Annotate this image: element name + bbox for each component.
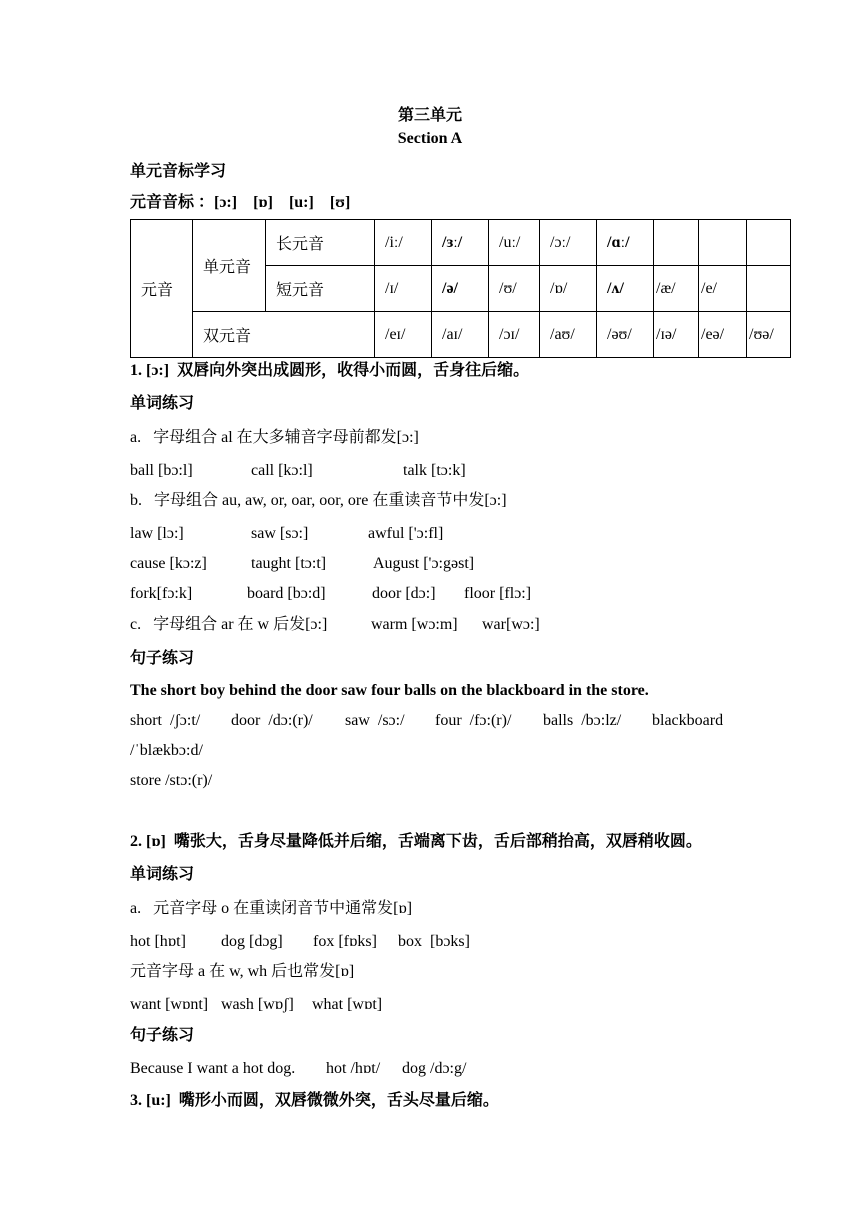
phoneme-cell: /ɪə/ <box>654 312 699 358</box>
word-practice-heading: 单词练习 <box>130 395 195 412</box>
phoneme-cell: /ɜː/ <box>432 220 489 266</box>
vowel-cell: 元音 <box>131 220 193 358</box>
sentence-practice-heading: 句子练习 <box>130 1027 195 1044</box>
phoneme-cell: /ə/ <box>432 266 489 312</box>
phoneme-cell: /uː/ <box>489 220 540 266</box>
diphthong-label: 双元音 <box>193 312 375 358</box>
phoneme-cell: /iː/ <box>375 220 432 266</box>
sentence-practice-heading: 句子练习 <box>130 650 195 667</box>
phoneme-cell: /ɒ/ <box>540 266 597 312</box>
phoneme-cell <box>747 266 791 312</box>
word-example: dog [dɔg] <box>221 933 283 950</box>
rule-a: a. 元音字母 o 在重读闭音节中通常发[ɒ] <box>130 900 413 917</box>
gloss-item: dog /dɔ:g/ <box>402 1060 467 1077</box>
page-subtitle: Section A <box>397 130 463 147</box>
word-example: board [bɔ:d] <box>247 585 326 602</box>
word-example: fox [fɒks] <box>313 933 377 950</box>
phoneme-cell: /aʊ/ <box>540 312 597 358</box>
word-example: fork[fɔ:k] <box>130 585 193 602</box>
gloss-item: hot /hɒt/ <box>326 1060 381 1077</box>
word-example: war[wɔ:] <box>482 616 540 633</box>
word-example: law [lɔ:] <box>130 525 184 542</box>
phoneme-cell: /eɪ/ <box>375 312 432 358</box>
word-example: saw [sɔ:] <box>251 525 309 542</box>
phoneme-cell <box>654 220 699 266</box>
phoneme-cell: /e/ <box>699 266 747 312</box>
rule-a2: 元音字母 a 在 w, wh 后也常发[ɒ] <box>130 963 355 980</box>
word-example: hot [hɒt] <box>130 933 186 950</box>
gloss-item: /ˈblækbɔ:d/ <box>130 742 203 759</box>
phoneme-cell <box>747 220 791 266</box>
gloss-item: blackboard <box>652 712 724 729</box>
phoneme-cell <box>699 220 747 266</box>
word-example: cause [kɔ:z] <box>130 555 207 572</box>
word-example: ball [bɔ:l] <box>130 462 193 479</box>
rule-b: b. 字母组合 au, aw, or, oar, oor, ore 在重读音节中发[ɔ:] <box>130 492 507 509</box>
section-2-heading: 2. [ɒ] 嘴张大，舌身尽量降低并后缩，舌端离下齿，舌后部稍抬高，双唇稍收圆。 <box>130 833 702 850</box>
word-example: want [wɒnt] <box>130 996 209 1013</box>
word-example: floor [flɔ:] <box>464 585 532 602</box>
gloss-item: saw /sɔ:/ <box>345 712 405 729</box>
word-example: warm [wɔ:m] <box>371 616 458 633</box>
word-example: taught [tɔ:t] <box>251 555 327 572</box>
phoneme-cell: /ɪ/ <box>375 266 432 312</box>
single-vowel-cell: 单元音 <box>193 220 266 312</box>
page-title: 第三单元 <box>397 107 462 124</box>
short-vowel-label: 短元音 <box>266 266 375 312</box>
phoneme-cell: /ɔː/ <box>540 220 597 266</box>
gloss-item: door /dɔ:(r)/ <box>231 712 313 729</box>
phoneme-cell: /eə/ <box>699 312 747 358</box>
section-1-heading: 1. [ɔ:] 双唇向外突出成圆形，收得小而圆，舌身往后缩。 <box>130 362 530 379</box>
gloss-item: short /ʃɔ:t/ <box>130 712 201 729</box>
phoneme-cell: /ʊ/ <box>489 266 540 312</box>
gloss-item: store /stɔ:(r)/ <box>130 772 213 789</box>
phoneme-cell: /æ/ <box>654 266 699 312</box>
practice-sentence: Because I want a hot dog. <box>130 1060 296 1077</box>
word-example: awful ['ɔ:fl] <box>368 525 444 542</box>
word-example: door [dɔ:] <box>372 585 436 602</box>
rule-a: a. 字母组合 al 在大多辅音字母前都发[ɔ:] <box>130 429 419 446</box>
word-practice-heading: 单词练习 <box>130 866 195 883</box>
study-heading: 单元音标学习 <box>130 163 227 180</box>
gloss-item: four /fɔ:(r)/ <box>435 712 512 729</box>
phoneme-cell: /ɑː/ <box>597 220 654 266</box>
word-example: August ['ɔ:gəst] <box>373 555 475 572</box>
long-vowel-label: 长元音 <box>266 220 375 266</box>
phonetic-table <box>130 219 791 358</box>
section-3-heading: 3. [u:] 嘴形小而圆，双唇微微外突，舌头尽量后缩。 <box>130 1092 499 1109</box>
word-example: box [bɔks] <box>398 933 470 950</box>
phoneme-cell: /ʌ/ <box>597 266 654 312</box>
rule-c: c. 字母组合 ar 在 w 后发[ɔ:] <box>130 616 328 633</box>
phoneme-cell: /ʊə/ <box>747 312 791 358</box>
practice-sentence: The short boy behind the door saw four balls on the blackboard in the store. <box>130 682 649 699</box>
word-example: talk [tɔ:k] <box>403 462 466 479</box>
gloss-item: balls /bɔ:lz/ <box>543 712 622 729</box>
phoneme-cell: /ɔɪ/ <box>489 312 540 358</box>
word-example: call [kɔ:l] <box>251 462 313 479</box>
word-example: wash [wɒʃ] <box>221 996 294 1013</box>
phoneme-cell: /aɪ/ <box>432 312 489 358</box>
phoneme-cell: /əʊ/ <box>597 312 654 358</box>
vowel-symbol-line: 元音音标 ：[ɔ:] [ɒ] [u:] [ʊ] <box>130 194 351 211</box>
word-example: what [wɒt] <box>312 996 383 1013</box>
